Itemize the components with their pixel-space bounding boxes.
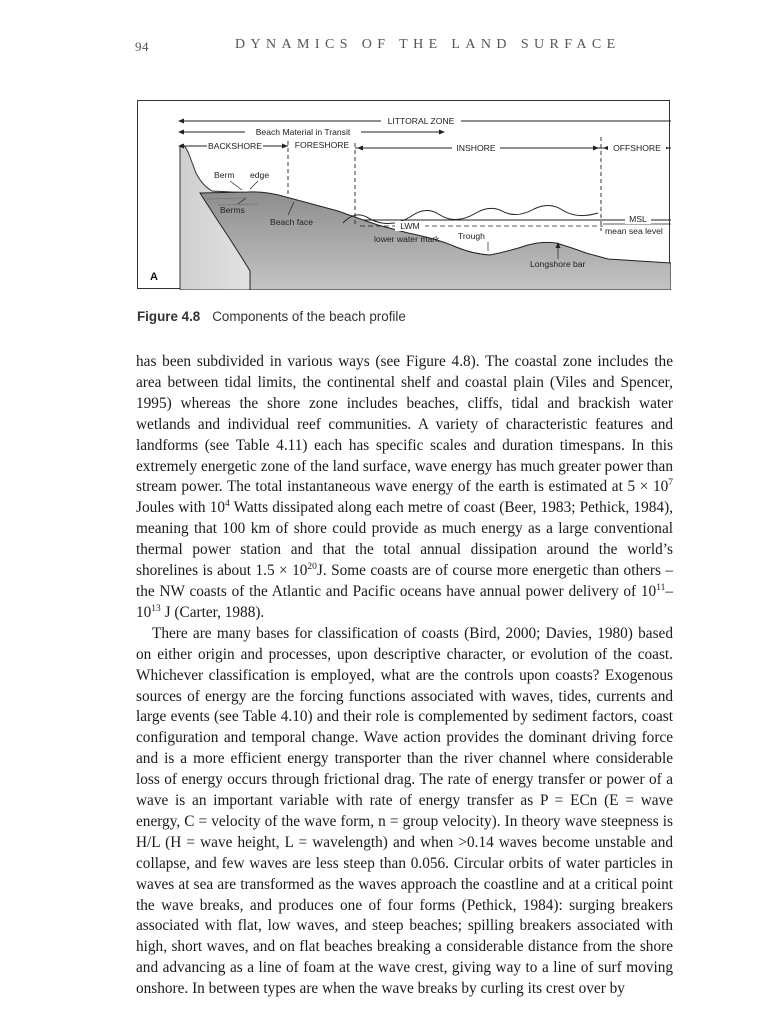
running-head: DYNAMICS OF THE LAND SURFACE (235, 37, 621, 52)
berms-label: Berms (220, 205, 245, 215)
page-number: 94 (135, 39, 149, 54)
figure-caption-text: Components of the beach profile (212, 309, 406, 324)
beach-face-label: Beach face (270, 217, 313, 227)
beach-profile-figure (137, 100, 670, 289)
paragraph-2: There are many bases for classification of coasts (Bird, 2000; Davies, 1980) based on either origin and processes, upon descriptive character, or evolution of the coast. Whichever classification is employed, what are the controls upon coasts? Exogenous sources of energy are the forcing functions associated with waves, tides, currents and large events (see Table 4.10) and their role is complemented by sediment factors, coast configuration and temporal change. Wave action provides the dominant driving force and is a more efficient energy transporter than the river channel where considerable loss of energy occurs through frictional drag. The rate of energy transfer or power of a wave is an important variable with rate of energy transfer as P = ECn (E = wave energy, C = velocity of the wave form, n = group velocity). In theory wave steepness is H/L (H = wave height, L = wavelength) and when >0.14 waves become unstable and collapse, and few waves are less steep than 0.056. Circular orbits of water particles in waves at sea are transformed as the waves approach the coastline and at a critical point the wave breaks, and produces one of four forms (Pethick, 1984): surging breakers associated with flat, low waves, and steep beaches; spilling breakers associated with high, short waves, and on flat beaches breaking a considerable distance from the shore and advancing as a line of foam at the wave crest, giving way to a line of surf moving onshore. In between types are when the wave breaks by curling its crest over by (136, 624, 673, 998)
panel-label: A (150, 271, 158, 283)
longshore-bar-label: Longshore bar (530, 259, 586, 269)
mean-sea-level-label: mean sea level (605, 226, 663, 236)
beach-material-arrowhead-left (178, 130, 184, 135)
paragraph-1-run: Watts dissipated along each metre of coast (Beer, 1983; Pethick, 1984), meaning that 100 km of shore could provide as much energy as a large conventional thermal power station and that the total annual dissipation around the world’s shorelines is about 1.5 × 10 (136, 499, 673, 580)
figure-caption-label: Figure 4.8 (137, 309, 201, 324)
edge-label: edge (250, 170, 270, 180)
msl-label: MSL (629, 214, 647, 224)
zone-arrowhead-inshore-right (593, 146, 599, 151)
superscript: 20 (307, 561, 317, 572)
edge-leader (250, 181, 258, 189)
paragraph-1-run: J (Carter, 1988). (160, 603, 265, 621)
superscript: 4 (225, 499, 230, 510)
body-text (136, 352, 673, 1000)
beach-material-label: Beach Material in Transit (255, 127, 351, 137)
paragraph-1 (136, 352, 673, 624)
inshore-label: INSHORE (456, 143, 496, 153)
paragraph-1-run: has been subdivided in various ways (see Figure 4.8). The coastal zone includes the area between tidal limits, the continental shelf and coastal plain (Viles and Spencer, 1995) whereas the shore zone includes beaches, cliffs, tidal and brackish water wetlands and individual reef communities. A variety of characteristic features and landforms (see Table 4.11) each has specific scales and duration timespans. In this extremely energetic zone of the land surface, wave energy has much greater power than stream power. The total instantaneous wave energy of the earth is estimated at 5 × 10 (136, 353, 673, 496)
foreshore-label: FORESHORE (294, 140, 350, 150)
superscript: 13 (151, 603, 161, 614)
zone-arrowhead-backshore-right (282, 144, 288, 149)
offshore-label: OFFSHORE (613, 143, 661, 153)
zone-arrowhead-inshore-left (357, 146, 363, 151)
trough-label: Trough (458, 231, 485, 241)
littoral-zone-label: LITTORAL ZONE (387, 116, 455, 126)
superscript: 7 (668, 478, 673, 489)
beach-material-arrowhead-right (439, 130, 445, 135)
littoral-arrowhead-left (178, 119, 184, 124)
figure-caption (137, 309, 677, 324)
beach-profile-diagram (138, 101, 671, 290)
berm-leader (230, 181, 242, 190)
backshore-label: BACKSHORE (208, 141, 262, 151)
superscript: 11 (656, 582, 666, 593)
wave-line (343, 205, 598, 223)
lwm-label: LWM (400, 221, 420, 231)
low-water-mark-label: lower water mark (374, 234, 440, 244)
paragraph-1-run: Joules with 10 (136, 499, 226, 517)
berm-label: Berm (214, 170, 235, 180)
paragraph-1-run: J. Some coasts are of course more energetic than others – the NW coasts of the Atlantic and Pacific oceans have annual power delivery of 10 (136, 562, 673, 600)
paragraph-1-run: –10 (136, 582, 673, 621)
